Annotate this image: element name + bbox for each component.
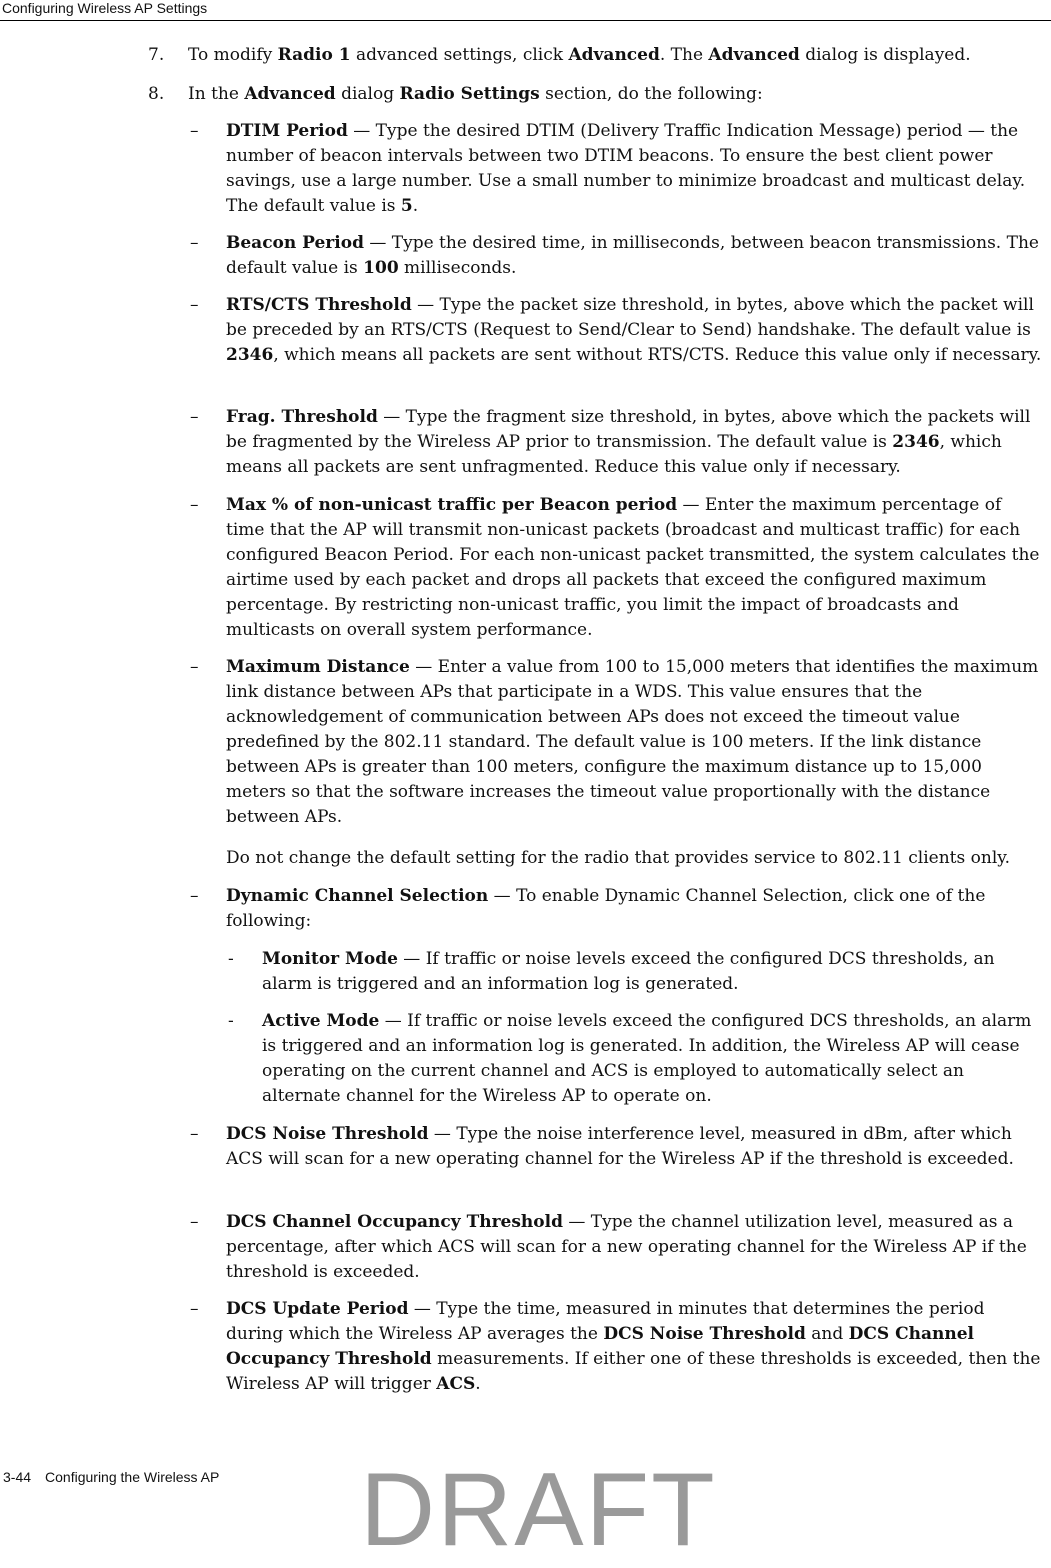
- list-dash: –: [190, 233, 199, 253]
- item-dynamic-channel-selection: [190, 884, 1045, 934]
- item-desc: .: [475, 1374, 481, 1394]
- item-desc: — Type the channel utilization level, measured as a percentage, after which ACS will scan for a new operating channel for the Wireless AP if the threshold is exceeded.: [226, 1212, 1027, 1282]
- maximum-distance-note: Do not change the default setting for the radio that provides service to 802.11 clients only.: [226, 848, 1011, 868]
- item-value: 5: [400, 196, 413, 216]
- step-bold: Advanced: [708, 45, 800, 65]
- step-bold: Advanced: [244, 84, 336, 104]
- step-text: dialog is displayed.: [799, 45, 971, 65]
- step-text: advanced settings, click: [350, 45, 569, 65]
- item-dtim-period: [190, 119, 1045, 219]
- list-dash: –: [190, 657, 199, 677]
- page-number: 3-44: [3, 1469, 32, 1485]
- item-value: 2346: [226, 345, 274, 365]
- list-dash: –: [190, 1212, 199, 1232]
- subitem-active-mode: [226, 1009, 1041, 1109]
- item-maximum-distance: [190, 655, 1045, 830]
- step-text: . The: [659, 45, 709, 65]
- item-term: Maximum Distance: [226, 657, 410, 677]
- list-hyphen: -: [228, 1011, 234, 1031]
- item-term: RTS/CTS Threshold: [226, 295, 412, 315]
- item-term: Monitor Mode: [262, 949, 398, 969]
- item-desc: — Type the time, measured in minutes that determines the period during which the Wireless AP averages the: [226, 1299, 985, 1344]
- item-desc: and: [805, 1324, 849, 1344]
- subitem-monitor-mode: [226, 947, 1041, 997]
- running-header: [0, 0, 1051, 21]
- item-desc: , which means all packets are sent unfragmented. Reduce this value only if necessary.: [226, 432, 1002, 477]
- item-desc: .: [412, 196, 419, 216]
- item-bold: ACS: [436, 1374, 476, 1394]
- item-rts-cts-threshold: [190, 293, 1045, 368]
- item-value: 100: [363, 258, 399, 278]
- step-number: 7.: [148, 45, 165, 65]
- item-desc: — If traffic or noise levels exceed the configured DCS thresholds, an alarm is triggered and an information log is generated. In addition, the Wireless AP will cease operating on the current channel and ACS is employed to automatically select an alternate channel for the Wireless AP to operate on.: [262, 1011, 1032, 1106]
- item-desc: measurements. If either one of these thresholds is exceeded, then the Wireless AP will trigger: [226, 1349, 1041, 1394]
- list-dash: –: [190, 495, 199, 515]
- item-frag-threshold: [190, 405, 1045, 480]
- item-desc: — Enter the maximum percentage of time that the AP will transmit non-unicast packets (broadcast and multicast traffic) for each configured Beacon Period. For each non-unicast packet transmitted, the system calculates the airtime used by each packet and drops all packets that exceed the configured maximum percentage. By restricting non-unicast traffic, you limit the impact of broadcasts and multicasts on overall system performance.: [226, 495, 1040, 640]
- item-bold: DCS Channel Occupancy Threshold: [226, 1324, 975, 1369]
- item-term: Max % of non-unicast traffic per Beacon period: [226, 495, 678, 515]
- item-desc: — If traffic or noise levels exceed the configured DCS thresholds, an alarm is triggered and an information log is generated.: [262, 949, 995, 994]
- item-term: Active Mode: [262, 1011, 380, 1031]
- item-desc: — Type the desired time, in milliseconds, between beacon transmissions. The default value is: [226, 233, 1039, 278]
- step-text: In the: [188, 84, 245, 104]
- item-desc: milliseconds.: [398, 258, 517, 278]
- step-text: To modify: [188, 45, 278, 65]
- item-bold: DCS Noise Threshold: [603, 1324, 806, 1344]
- step-bold: Radio Settings: [399, 84, 540, 104]
- running-header-title: Configuring Wireless AP Settings: [2, 0, 208, 16]
- item-desc: , which means all packets are sent without RTS/CTS. Reduce this value only if necessary.: [273, 345, 1042, 365]
- item-desc: — Type the fragment size threshold, in bytes, above which the packets will be fragmented by the Wireless AP prior to transmission. The default value is: [226, 407, 1031, 452]
- item-dcs-noise-threshold: [190, 1122, 1045, 1172]
- step-text: section, do the following:: [539, 84, 763, 104]
- item-desc: — To enable Dynamic Channel Selection, click one of the following:: [226, 886, 986, 931]
- item-term: DTIM Period: [226, 121, 348, 141]
- item-max-non-unicast: [190, 493, 1045, 643]
- list-dash: –: [190, 1299, 199, 1319]
- item-term: Dynamic Channel Selection: [226, 886, 489, 906]
- footer-chapter-title: Configuring the Wireless AP: [45, 1469, 220, 1485]
- step-8: [148, 82, 763, 107]
- step-bold: Radio 1: [277, 45, 351, 65]
- list-dash: –: [190, 407, 199, 427]
- page-footer: [3, 1469, 219, 1485]
- draft-watermark: DRAFT: [360, 1452, 717, 1568]
- item-desc: — Type the packet size threshold, in bytes, above which the packet will be preceded by an RTS/CTS (Request to Send/Clear to Send) handshake. The default value is: [226, 295, 1034, 340]
- step-number: 8.: [148, 84, 165, 104]
- list-dash: –: [190, 295, 199, 315]
- step-7: [148, 43, 971, 68]
- item-term: Frag. Threshold: [226, 407, 378, 427]
- item-term: Beacon Period: [226, 233, 364, 253]
- item-desc: — Type the desired DTIM (Delivery Traffic Indication Message) period — the number of beacon intervals between two DTIM beacons. To ensure the best client power savings, use a large number. Use a small number to minimize broadcast and multicast delay. The default value is: [226, 121, 1026, 216]
- list-hyphen: -: [228, 949, 234, 969]
- item-desc: — Enter a value from 100 to 15,000 meters that identifies the maximum link distance between APs that participate in a WDS. This value ensures that the acknowledgement of communication between APs does not exceed the timeout value predefined by the 802.11 standard. The default value is 100 meters. If the link distance between APs is greater than 100 meters, configure the maximum distance up to 15,000 meters so that the software increases the timeout value proportionally with the distance between APs.: [226, 657, 1039, 827]
- item-value: 2346: [892, 432, 940, 452]
- item-dcs-update-period: [190, 1297, 1045, 1397]
- list-dash: –: [190, 886, 199, 906]
- item-beacon-period: [190, 231, 1045, 281]
- item-term: DCS Channel Occupancy Threshold: [226, 1212, 563, 1232]
- item-term: DCS Update Period: [226, 1299, 409, 1319]
- step-bold: Advanced: [568, 45, 660, 65]
- item-term: DCS Noise Threshold: [226, 1124, 429, 1144]
- list-dash: –: [190, 1124, 199, 1144]
- item-dcs-channel-occupancy: [190, 1210, 1045, 1285]
- list-dash: –: [190, 121, 199, 141]
- step-text: dialog: [335, 84, 400, 104]
- item-desc: — Type the noise interference level, measured in dBm, after which ACS will scan for a new operating channel for the Wireless AP if the threshold is exceeded.: [226, 1124, 1014, 1169]
